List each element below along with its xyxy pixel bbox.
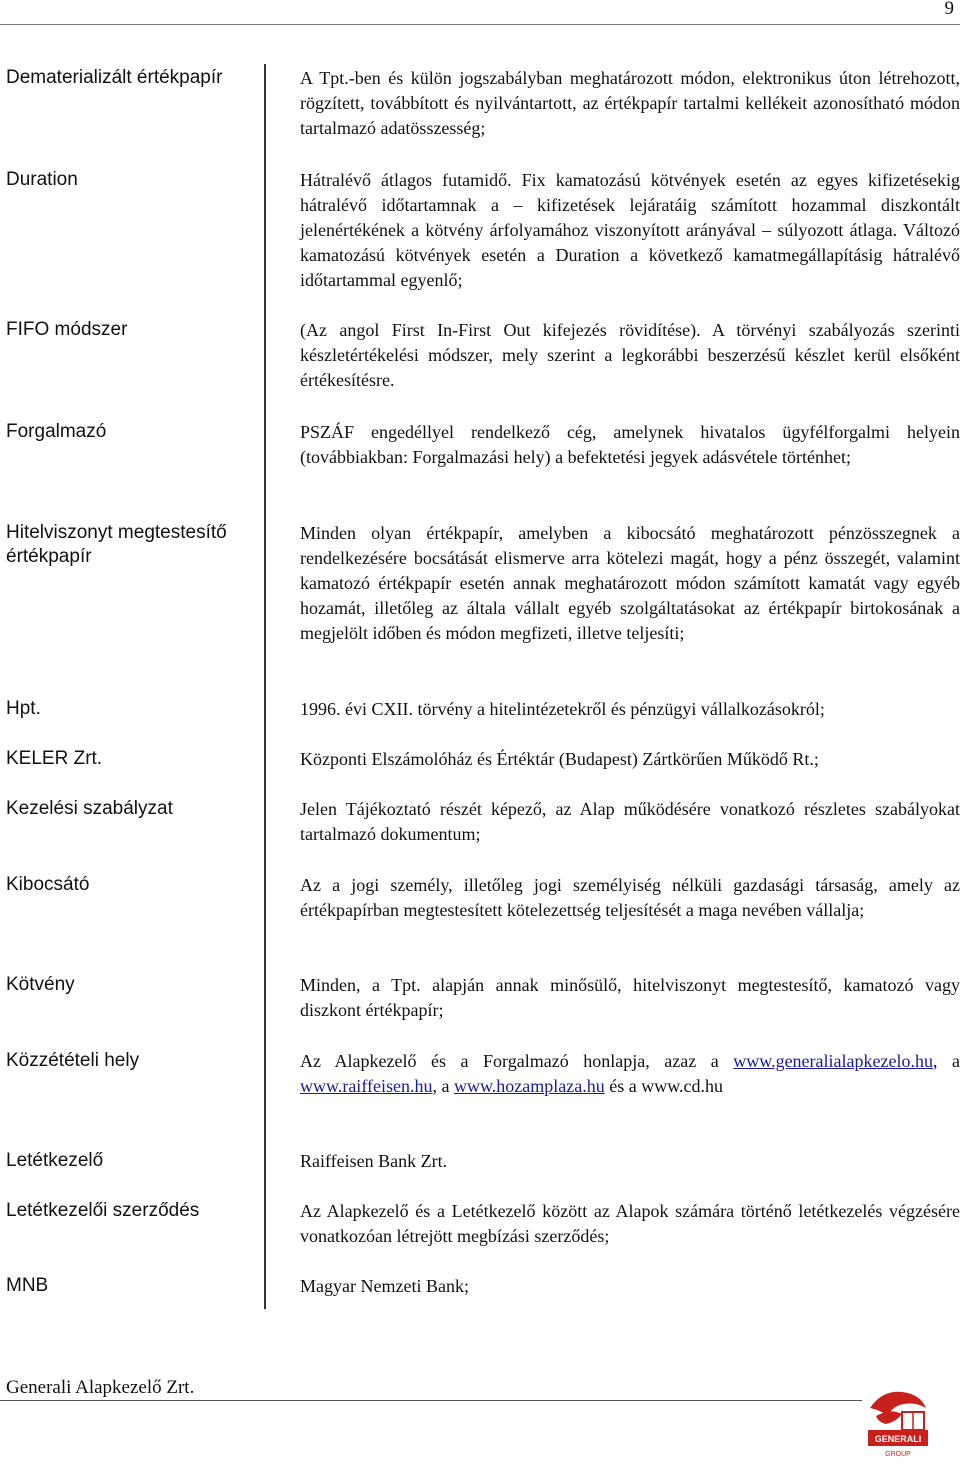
term-duration: Duration <box>6 169 78 190</box>
definition-hitelviszonyt-megtestesito-ertekpapir: Minden olyan értékpapír, amelyben a kibocsátó meghatározott pénzösszegnek a rendelkezésére bocsátását elismerve arra kötelezi magát, hogy a pénz összegét, valamint kamatozó értékpapír esetén annak meghatározott módon számított kamatát vagy egyéb hozamát, illetőleg az általa vállalt egyéb szolgáltatásokat az értékpapír birtokosának a megjelölt időben és módon megfizeti, illetve teljesíti; <box>300 523 960 643</box>
column-divider <box>264 64 266 1309</box>
definition-fifo-modszer: (Az angol First In-First Out kifejezés rövidítése). A törvényi szabályozás szerinti készletértékelési módszer, mely szerint a legkorábbi beszerzésű készlet kerül elsőként értékesítésre. <box>300 320 960 390</box>
kozzeteteli-hely-tail: és a www.cd.hu <box>609 1076 724 1096</box>
footer-company: Generali Alapkezelő Zrt. <box>6 1377 195 1398</box>
definition-kozzeteteli-hely <box>300 1049 960 1099</box>
raiffeisen-link[interactable]: www.raiffeisen.hu <box>300 1076 433 1096</box>
page-number: 9 <box>944 0 954 19</box>
kozzeteteli-hely-sep1: , a <box>932 1051 960 1071</box>
term-kibocsato: Kibocsátó <box>6 874 90 895</box>
term-keler-zrt: KELER Zrt. <box>6 748 103 769</box>
definition-keler-zrt: Központi Elszámolóház és Értéktár (Budapest) Zártkörűen Működő Rt.; <box>300 749 819 769</box>
definition-kibocsato: Az a jogi személy, illetőleg jogi személyiség nélküli gazdasági társaság, amely az értékpapírban megtestesített kötelezettség teljesítését a maga nevében vállalja; <box>300 875 960 920</box>
kozzeteteli-hely-lead: Az Alapkezelő és a Forgalmazó honlapja, azaz a <box>300 1051 719 1071</box>
footer-rule <box>0 1400 862 1401</box>
term-forgalmazo: Forgalmazó <box>6 421 107 442</box>
term-mnb: MNB <box>6 1275 49 1296</box>
term-letetkezeloi-szerzodes: Letétkezelői szerződés <box>6 1200 200 1221</box>
term-letetkezelo: Letétkezelő <box>6 1150 104 1171</box>
header-rule <box>0 24 960 25</box>
definition-forgalmazo: PSZÁF engedéllyel rendelkező cég, amelynek hivatalos ügyfélforgalmi helyein (továbbiakban: Forgalmazási hely) a befektetési jegyek adásvétele történhet; <box>300 422 960 467</box>
definition-letetkezeloi-szerzodes: Az Alapkezelő és a Letétkezelő között az Alapok számára történő letétkezelés végzésére vonatkozóan létrejött megbízási szerződés; <box>300 1201 960 1246</box>
term-hitelviszonyt-megtestesito-ertekpapir: Hitelviszonyt megtestesítő értékpapír <box>6 522 227 567</box>
term-kotveny: Kötvény <box>6 974 75 995</box>
definition-mnb: Magyar Nemzeti Bank; <box>300 1276 469 1296</box>
definition-dematerializalt-ertekpapir: A Tpt.-ben és külön jogszabályban meghatározott módon, elektronikus úton létrehozott, rögzített, továbbított és nyilvántartott, az értékpapír tartalmi kellékeit azonosítható módon tartalmazó adatösszesség; <box>300 68 960 138</box>
definition-kezelesi-szabalyzat: Jelen Tájékoztató részét képező, az Alap működésére vonatkozó részletes szabályokat tartalmazó dokumentum; <box>300 799 960 844</box>
definition-letetkezelo: Raiffeisen Bank Zrt. <box>300 1151 448 1171</box>
generalialapkezelo-link[interactable]: www.generalialapkezelo.hu <box>733 1051 933 1071</box>
hozamplaza-link[interactable]: www.hozamplaza.hu <box>453 1076 605 1096</box>
term-kezelesi-szabalyzat: Kezelési szabályzat <box>6 798 173 819</box>
term-hpt: Hpt. <box>6 698 41 719</box>
definition-hpt: 1996. évi CXII. törvény a hitelintézetekről és pénzügyi vállalkozásokról; <box>300 699 825 719</box>
kozzeteteli-hely-sep2: , a <box>432 1076 450 1096</box>
term-kozzeteteli-hely: Közzétételi hely <box>6 1050 140 1071</box>
generali-logo <box>862 1386 934 1462</box>
definition-kotveny: Minden, a Tpt. alapján annak minősülő, hitelviszonyt megtestesítő, kamatozó vagy diszkont értékpapír; <box>300 975 960 1020</box>
logo-subtext: GROUP <box>885 1451 911 1458</box>
definition-duration: Hátralévő átlagos futamidő. Fix kamatozású kötvények esetén az egyes kifizetésekig hátralévő időtartamnak a – kifizetések lejáratáig számított hozammal diszkontált jelenértékének a kötvény árfolyamához viszonyított arányával – súlyozott átlaga. Változó kamatozású kötvények esetén a Duration a következő kamatmegállapításig hátralévő időtartammal egyenlő; <box>300 170 960 290</box>
logo-text: GENERALI <box>874 1434 922 1444</box>
term-fifo-modszer: FIFO módszer <box>6 319 128 340</box>
term-dematerializalt-ertekpapir: Dematerializált értékpapír <box>6 67 223 88</box>
